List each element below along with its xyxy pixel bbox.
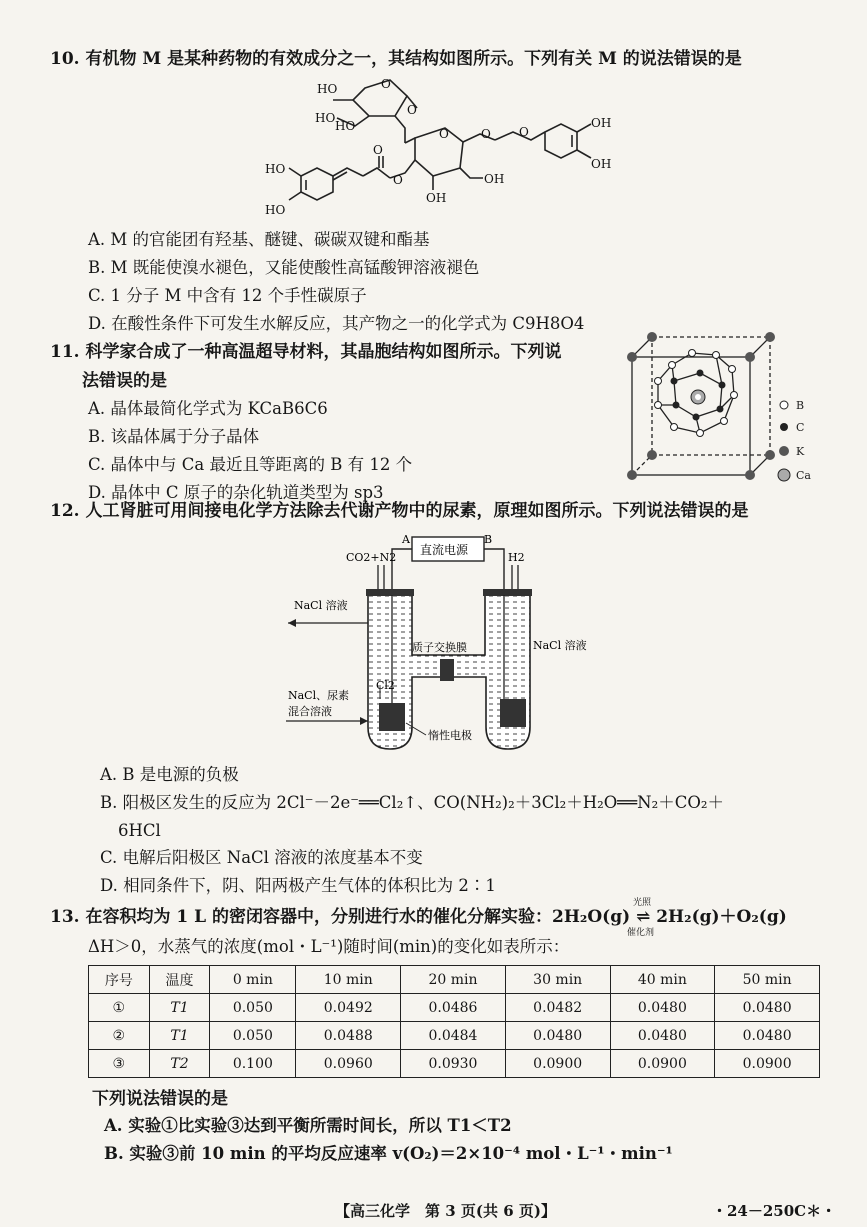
left-outlet-label: NaCl 溶液 <box>294 599 348 612</box>
terminal-a: A <box>402 533 410 546</box>
table-cell: 0.050 <box>210 1022 296 1050</box>
terminal-b: B <box>484 533 493 546</box>
q11-stem-1: 11. 科学家合成了一种高温超导材料，其晶胞结构如图所示。下列说 <box>50 342 562 362</box>
table-cell: 0.0480 <box>715 1022 820 1050</box>
struct-label: HO <box>315 111 336 125</box>
table-cell: 0.0900 <box>610 1050 715 1078</box>
electrode-label: 惰性电极 <box>428 729 472 742</box>
q12-option-c: C. 电解后阳极区 NaCl 溶液的浓度基本不变 <box>100 848 423 867</box>
q13-stem-1: 13. 在容积均为 1 L 的密闭容器中，分别进行水的催化分解实验：2H₂O(g) ⇌ 2H₂(g)＋O₂(g) <box>50 907 787 927</box>
q10-option-a: A. M 的官能团有羟基、醚键、碳碳双键和酯基 <box>88 230 430 249</box>
struct-label: OH <box>426 191 447 205</box>
inlet-label-1: NaCl、尿素 <box>288 689 350 702</box>
table-cell: 0.0482 <box>505 994 610 1022</box>
table-header-cell: 50 min <box>715 966 820 994</box>
legend-b: B <box>796 399 805 412</box>
table-row <box>89 1022 820 1050</box>
q10-option-b: B. M 既能使溴水褪色，又能使酸性高锰酸钾溶液褪色 <box>88 258 480 277</box>
legend-c: C <box>796 421 805 434</box>
struct-label: O <box>393 173 403 187</box>
arrow-top-label: 光照 <box>633 898 652 908</box>
table-header-row <box>89 966 820 994</box>
struct-label: OH <box>591 116 612 130</box>
table-cell: 0.0480 <box>610 994 715 1022</box>
arrow-bottom-label: 催化剂 <box>627 928 655 938</box>
q11-option-c: C. 晶体中与 Ca 最近且等距离的 B 有 12 个 <box>88 455 413 474</box>
struct-label: O <box>373 143 383 157</box>
struct-label: O <box>381 77 391 91</box>
q11-option-a: A. 晶体最简化学式为 KCaB6C6 <box>88 399 328 418</box>
right-gas-label: H2 <box>508 551 525 564</box>
table-header-cell: 20 min <box>401 966 506 994</box>
q12-stem: 12. 人工肾脏可用间接电化学方法除去代谢产物中的尿素，原理如图所示。下列说法错误的是 <box>50 501 749 521</box>
left-gas-label: CO2+N2 <box>346 551 397 564</box>
table-cell: 0.0484 <box>401 1022 506 1050</box>
q13-option-a: A. 实验①比实验③达到平衡所需时间长，所以 T1＜T2 <box>104 1116 512 1135</box>
q13-after: 下列说法错误的是 <box>92 1089 228 1109</box>
q10-option-d: D. 在酸性条件下可发生水解反应，其产物之一的化学式为 C9H8O4 <box>88 314 585 333</box>
table-header-cell: 温度 <box>149 966 210 994</box>
table-cell: 0.0900 <box>505 1050 610 1078</box>
q13-option-b: B. 实验③前 10 min 的平均反应速率 v(O₂)＝2×10⁻⁴ mol・L⁻¹・min⁻¹ <box>104 1144 673 1163</box>
struct-label: O <box>407 103 417 117</box>
data-table <box>88 965 820 1078</box>
struct-label: HO <box>265 162 286 176</box>
q13-stem-2: ΔH＞0，水蒸气的浓度(mol・L⁻¹)随时间(min)的变化如表所示： <box>88 937 570 956</box>
q11-crystal-cell-diagram <box>612 325 827 495</box>
table-header-cell: 30 min <box>505 966 610 994</box>
q11-stem-2: 法错误的是 <box>82 371 167 391</box>
q12-electrolysis-diagram <box>280 527 587 767</box>
table-cell: 0.0960 <box>296 1050 401 1078</box>
page-footer: 【高三化学 第 3 页(共 6 页)】 <box>335 1202 556 1220</box>
table-header-cell: 40 min <box>610 966 715 994</box>
table-cell: 0.0480 <box>505 1022 610 1050</box>
table-header-cell: 序号 <box>89 966 150 994</box>
struct-label: OH <box>591 157 612 171</box>
table-cell: 0.0900 <box>715 1050 820 1078</box>
q10-option-c: C. 1 分子 M 中含有 12 个手性碳原子 <box>88 286 367 305</box>
table-cell: 0.0488 <box>296 1022 401 1050</box>
struct-label: O <box>439 127 449 141</box>
q12-option-b: B. 阳极区发生的反应为 2Cl⁻－2e⁻══Cl₂↑、CO(NH₂)₂＋3Cl₂＋H₂O══N₂＋CO₂＋ <box>100 793 724 812</box>
table-cell: 0.0480 <box>610 1022 715 1050</box>
table-row <box>89 994 820 1022</box>
table-row <box>89 1050 820 1078</box>
struct-label: OH <box>484 172 505 186</box>
q12-option-b-cont: 6HCl <box>118 821 161 840</box>
cl2-label: Cl2 <box>376 679 395 692</box>
table-cell: ② <box>89 1022 150 1050</box>
table-header-cell: 0 min <box>210 966 296 994</box>
table-cell: 0.050 <box>210 994 296 1022</box>
q10-stem: 10. 有机物 M 是某种药物的有效成分之一，其结构如图所示。下列有关 M 的说法错误的是 <box>50 49 742 69</box>
q12-option-a: A. B 是电源的负极 <box>100 765 239 784</box>
power-label: 直流电源 <box>420 543 469 557</box>
table-cell: ③ <box>89 1050 150 1078</box>
table-cell: 0.0492 <box>296 994 401 1022</box>
q12-option-d: D. 相同条件下，阴、阳两极产生气体的体积比为 2∶1 <box>100 876 496 895</box>
struct-label: HO <box>317 82 338 96</box>
membrane-label: 质子交换膜 <box>412 641 467 654</box>
table-cell: T1 <box>149 1022 210 1050</box>
q11-option-d: D. 晶体中 C 原子的杂化轨道类型为 sp3 <box>88 483 384 502</box>
table-cell: T2 <box>149 1050 210 1078</box>
table-cell: 0.0486 <box>401 994 506 1022</box>
table-header-cell: 10 min <box>296 966 401 994</box>
struct-label: HO <box>335 119 356 133</box>
q10-structure-diagram <box>255 68 615 226</box>
table-cell: 0.0480 <box>715 994 820 1022</box>
legend-ca: Ca <box>796 469 811 482</box>
right-solution-label: NaCl 溶液 <box>533 639 587 652</box>
struct-label: HO <box>265 203 286 217</box>
struct-label: O <box>519 125 529 139</box>
page-code: ・24－250C＊・ <box>712 1202 837 1220</box>
table-cell: T1 <box>149 994 210 1022</box>
table-cell: 0.0930 <box>401 1050 506 1078</box>
legend-k: K <box>796 445 805 458</box>
table-cell: 0.100 <box>210 1050 296 1078</box>
struct-label: O <box>481 127 491 141</box>
inlet-label-2: 混合溶液 <box>288 705 332 718</box>
table-cell: ① <box>89 994 150 1022</box>
q11-option-b: B. 该晶体属于分子晶体 <box>88 427 260 446</box>
